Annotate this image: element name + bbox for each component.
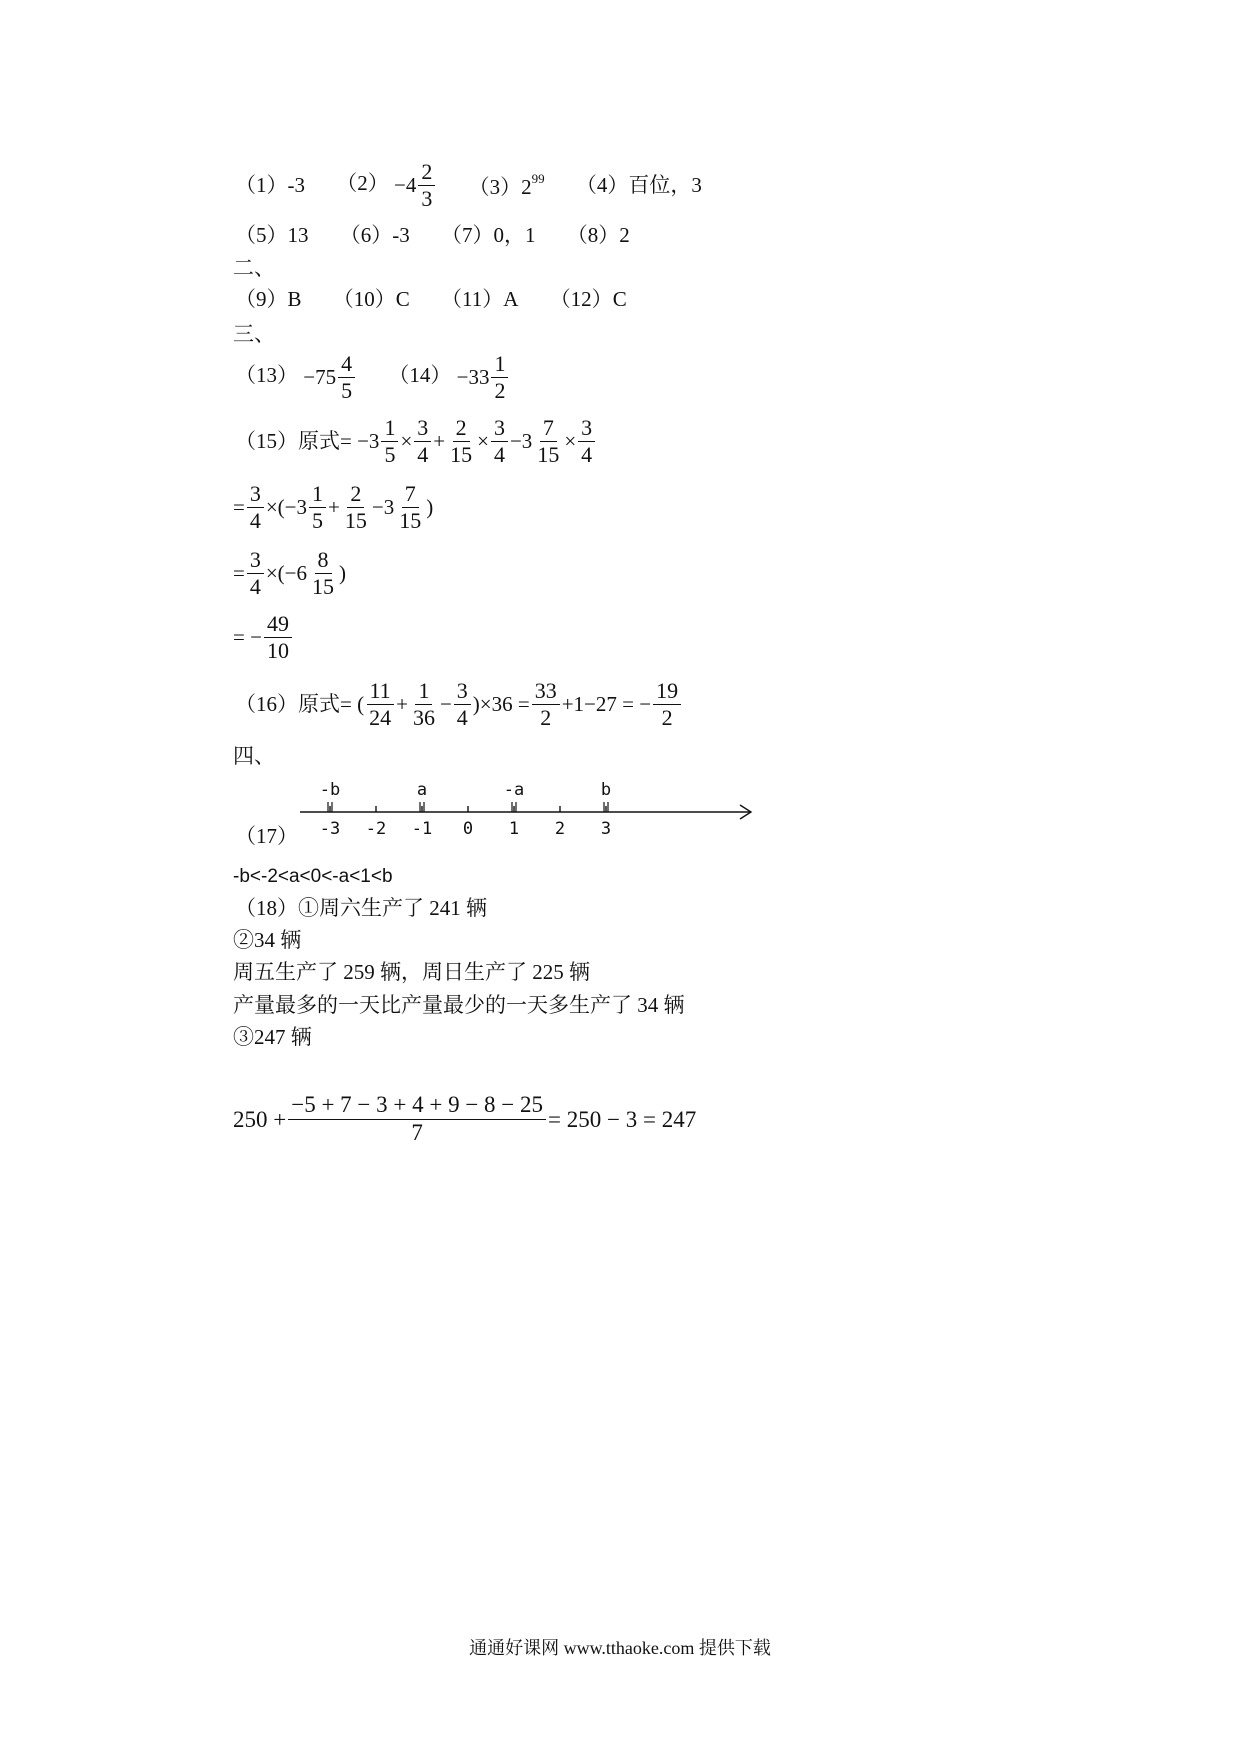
q16-b-num: 1 [415, 679, 432, 705]
q15-line1 [235, 416, 597, 467]
q13-numerator: 4 [338, 352, 355, 378]
section1-row2 [235, 223, 630, 246]
q15-l3-eq: = [233, 560, 245, 585]
q15-l1-frac2 [414, 416, 431, 467]
q15-l1-f6-num: 3 [578, 416, 595, 442]
q16-d-den: 2 [540, 704, 552, 730]
q15-l4-f-den: 10 [266, 637, 289, 663]
q9 [235, 286, 302, 311]
q15-l2-frac-g2 [342, 482, 370, 533]
q15-l2-mid: ×(−3 [265, 494, 308, 519]
q16-frac-c [454, 679, 471, 730]
q18-part3: ③247 辆 [233, 1025, 312, 1049]
q16-frac-e [653, 679, 681, 730]
tick-label: -2 [365, 819, 387, 839]
q8 [566, 222, 630, 247]
q14-numerator: 1 [491, 352, 508, 378]
point-label: -a [503, 780, 525, 800]
section2-row [235, 287, 627, 310]
q16-frac-b [410, 679, 438, 730]
q15-l1-frac6 [578, 416, 595, 467]
q15-l1-times3: × [564, 428, 577, 453]
q15-l1-frac1 [381, 416, 398, 467]
q13-fraction [338, 352, 355, 403]
q15-l1-f4-num: 3 [491, 416, 508, 442]
q18-formula-num: −5 + 7 − 3 + 4 + 9 − 8 − 25 [288, 1093, 546, 1120]
q11-value: A [503, 286, 519, 311]
q14-mixed-number [457, 352, 511, 403]
q15-l1-f5-num: 7 [540, 416, 557, 442]
q4 [575, 172, 702, 197]
q16-frac-d [532, 679, 560, 730]
q8-value: 2 [619, 222, 630, 247]
q15-l2-g3-num: 7 [402, 482, 419, 508]
q15-l3-frac-g [309, 548, 337, 599]
tick-label: -1 [411, 819, 433, 839]
q15-l1-plus: + [433, 428, 446, 453]
q4-value: 百位，3 [628, 172, 702, 197]
tick-label: 3 [600, 819, 612, 839]
q15-line2 [233, 482, 433, 533]
q18-formula [233, 1093, 696, 1146]
q2-sign: − [394, 172, 406, 197]
q15-l2-frac-g3 [396, 482, 424, 533]
q3 [469, 172, 545, 198]
q16-c-den: 4 [456, 704, 468, 730]
q16-expression [235, 679, 683, 730]
q15-l1-f1-num: 1 [381, 416, 398, 442]
tick-label: -3 [319, 819, 341, 839]
q8-label: （8） [566, 222, 620, 247]
tick-label: 1 [508, 819, 520, 839]
q2-fraction [418, 160, 435, 211]
section3-row13-14 [235, 352, 510, 403]
q16-e-num: 19 [653, 679, 681, 705]
number-line [300, 770, 760, 860]
q11 [441, 286, 519, 311]
q17-order: -b<-2<a<0<-a<1<b [233, 866, 393, 887]
q10 [332, 286, 410, 311]
q12-label: （12） [549, 286, 613, 311]
q3-exponent: 99 [531, 171, 545, 187]
q14-denominator: 2 [494, 377, 506, 403]
q16-minus: − [439, 691, 452, 716]
q16-plus: + [396, 691, 408, 716]
q4-label: （4） [575, 172, 629, 197]
q7-value: 0，1 [493, 222, 536, 247]
q15-l1-f4-den: 4 [493, 441, 505, 467]
q15-l1-f1-den: 5 [384, 441, 396, 467]
q15-l1-f3-den: 15 [450, 441, 473, 467]
q13-denominator: 5 [341, 377, 353, 403]
q15-line3 [233, 548, 346, 599]
q14-fraction [491, 352, 508, 403]
q18-part2-line2: 产量最多的一天比产量最少的一天多生产了 34 辆 [233, 993, 685, 1017]
q16-line [235, 679, 683, 730]
q2-numerator: 2 [418, 160, 435, 186]
q15-l1-times1: × [400, 428, 413, 453]
q18-part2-line1: 周五生产了 259 辆，周日生产了 225 辆 [233, 960, 590, 984]
q5-label: （5） [235, 222, 288, 247]
q15-l1-times2: × [477, 428, 489, 453]
q11-label: （11） [441, 286, 504, 311]
q5 [235, 222, 309, 247]
q6 [339, 222, 410, 247]
tick-label: 0 [462, 819, 474, 839]
q18-formula-fraction [288, 1093, 546, 1146]
q6-label: （6） [339, 222, 393, 247]
q2-denominator: 3 [421, 185, 433, 211]
q15-l1-frac3 [447, 416, 475, 467]
q18-formula-den: 7 [411, 1119, 423, 1145]
q15-l1-f5-den: 15 [537, 441, 560, 467]
q15-l2-f-den: 4 [249, 507, 261, 533]
q14-sign: − [456, 364, 469, 389]
q15-label: （15）原式 [235, 428, 340, 453]
q15-l1-eq: = −3 [340, 428, 380, 453]
q13-whole: 75 [315, 364, 337, 389]
q15-l4-f-num: 49 [264, 612, 292, 638]
q15-l1-f2-den: 4 [417, 441, 429, 467]
q15-l1-f2-num: 3 [414, 416, 431, 442]
q15-l2-g2-den: 15 [344, 507, 367, 533]
q15-expression-1 [235, 416, 597, 467]
q18-formula-expression [233, 1093, 696, 1146]
q7-label: （7） [441, 222, 494, 247]
q15-line4 [233, 612, 294, 663]
q2-mixed-number [394, 160, 437, 211]
q13-label: （13） [235, 363, 298, 388]
q15-l2-minus: −3 [371, 494, 395, 519]
q18-formula-tail: = 250 − 3 = 247 [548, 1106, 697, 1132]
q15-l2-g3-den: 15 [399, 507, 422, 533]
q10-label: （10） [332, 286, 396, 311]
q15-l4-frac [264, 612, 292, 663]
tick-label: 2 [554, 819, 566, 839]
section3-heading: 三、 [233, 322, 275, 346]
q1 [235, 172, 305, 197]
q15-l1-f6-den: 4 [581, 441, 593, 467]
q15-l2-plus: + [328, 494, 340, 519]
q15-l2-frac-g1 [309, 482, 326, 533]
q16-label: （16）原式 [235, 691, 340, 716]
q16-a-den: 24 [369, 704, 392, 730]
q3-label: （3） [468, 175, 522, 200]
q16-frac-a [366, 679, 394, 730]
q16-tail: +1−27 = − [561, 691, 652, 716]
point-label: -b [319, 780, 341, 800]
q15-l3-g-num: 8 [315, 548, 332, 574]
q5-value: 13 [287, 222, 309, 247]
q15-l1-minus: −3 [509, 428, 533, 453]
q16-b-den: 36 [412, 704, 435, 730]
q14-whole: 33 [468, 364, 490, 389]
q16-d-num: 33 [532, 679, 560, 705]
q14-label: （14） [388, 363, 452, 388]
q18-label: （18） [235, 896, 298, 920]
q15-l2-f-num: 3 [247, 482, 264, 508]
q15-l2-g1-num: 1 [309, 482, 326, 508]
q15-l3-g-den: 15 [312, 573, 335, 599]
q15-l2-eq: = [233, 494, 245, 519]
q16-eq1: = ( [340, 691, 365, 716]
q15-l3-f-den: 4 [249, 573, 261, 599]
q12-value: C [612, 286, 627, 311]
q9-value: B [287, 286, 302, 311]
q9-label: （9） [235, 286, 288, 311]
q14 [388, 352, 510, 403]
q6-value: -3 [392, 222, 410, 247]
q13 [235, 352, 357, 403]
q15-l3-mid: ×(−6 [265, 560, 308, 585]
q18-part1-text: ①周六生产了 241 辆 [298, 896, 487, 920]
q3-base: 2 [521, 175, 532, 200]
q15-l1-f3-num: 2 [453, 416, 470, 442]
q7 [441, 222, 536, 247]
q15-l3-frac [247, 548, 264, 599]
q2-label: （2） [336, 171, 389, 196]
q15-l1-frac4 [491, 416, 508, 467]
q18-formula-lead: 250 + [233, 1106, 287, 1132]
q17-label: （17） [235, 824, 298, 848]
q15-expression-3 [233, 548, 346, 599]
q13-sign: − [303, 364, 316, 389]
q16-mid: )×36 = [472, 691, 530, 716]
q15-l2-g1-den: 5 [312, 507, 324, 533]
q10-value: C [395, 286, 410, 311]
q15-l3-f-num: 3 [247, 548, 264, 574]
section1-row1 [235, 160, 702, 211]
q15-l1-frac5 [534, 416, 562, 467]
q15-l2-close: ) [426, 494, 434, 519]
point-label: a [416, 780, 428, 800]
section2-heading: 二、 [233, 256, 275, 280]
q12 [549, 286, 627, 311]
footer-source: 通通好课网 www.tthaoke.com 提供下载 [469, 1638, 771, 1658]
point-label: b [600, 780, 612, 800]
q15-expression-4 [233, 612, 294, 663]
q1-label: （1） [235, 172, 288, 197]
number-line-ticks [320, 806, 611, 839]
q15-l3-close: ) [339, 560, 347, 585]
q15-expression-2 [233, 482, 433, 533]
q18-part2: ②34 辆 [233, 928, 302, 952]
q2-whole: 4 [405, 172, 417, 197]
q1-value: -3 [287, 172, 305, 197]
q13-mixed-number [303, 352, 357, 403]
q18-part1 [235, 898, 487, 919]
q15-l2-g2-num: 2 [347, 482, 364, 508]
q2 [336, 160, 437, 211]
number-line-points [320, 780, 611, 812]
q16-c-num: 3 [454, 679, 471, 705]
section4-heading: 四、 [233, 744, 275, 768]
q15-l2-frac [247, 482, 264, 533]
q16-a-num: 11 [367, 679, 394, 705]
q16-e-den: 2 [661, 704, 673, 730]
q15-l4-eq: = − [233, 624, 262, 649]
